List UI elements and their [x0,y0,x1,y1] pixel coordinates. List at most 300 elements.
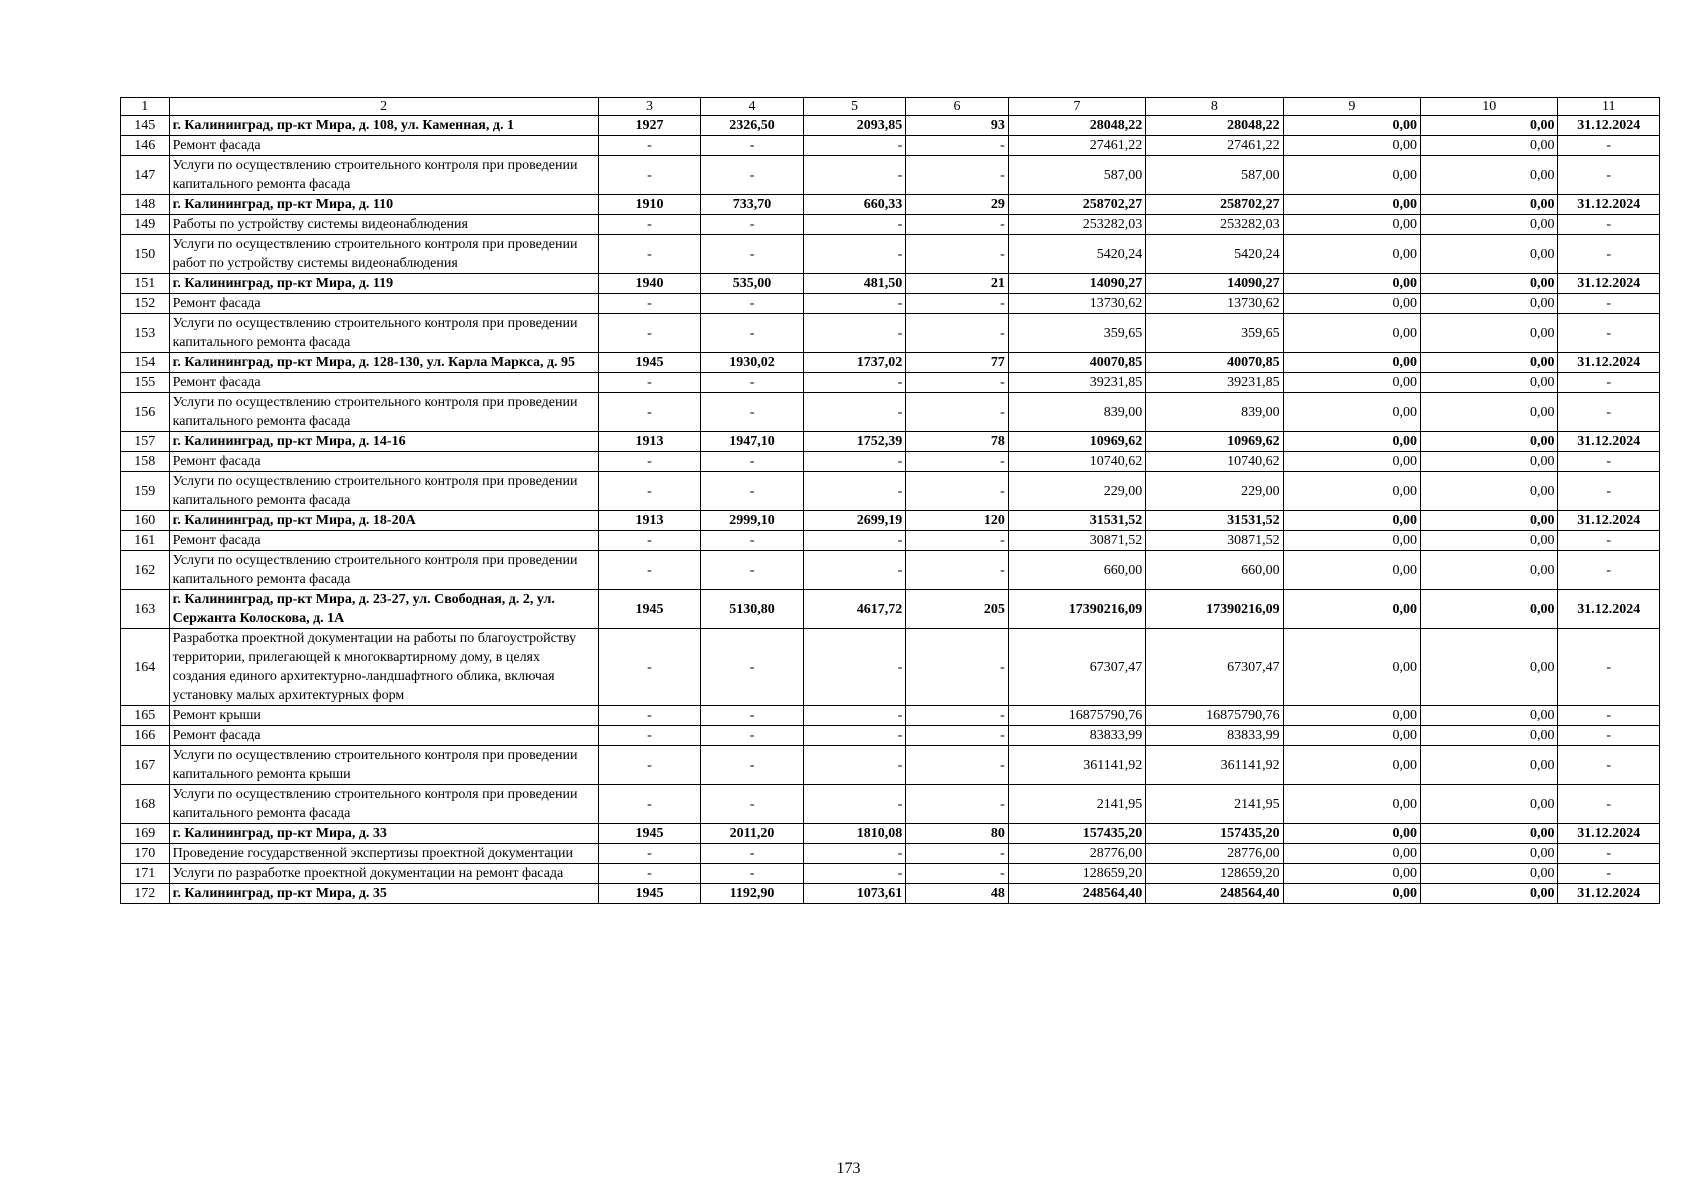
residents-cell: - [906,215,1009,235]
year-built-cell: 1945 [598,824,701,844]
total-cost-cell: 17390216,09 [1008,590,1145,629]
row-number-cell: 153 [121,314,170,353]
work-description-cell: Услуги по осуществлению строительного контроля при проведении капитального ремонта фасада [169,785,598,824]
total-cost-cell: 2141,95 [1008,785,1145,824]
fund-cost-cell: 14090,27 [1146,274,1283,294]
budget-cost-cell: 0,00 [1283,531,1420,551]
budget-cost-cell: 0,00 [1283,215,1420,235]
work-description-cell: г. Калининград, пр-кт Мира, д. 14-16 [169,432,598,452]
budget-cost-cell: 0,00 [1283,511,1420,531]
row-number-cell: 145 [121,116,170,136]
total-cost-cell: 359,65 [1008,314,1145,353]
other-cost-cell: 0,00 [1421,884,1558,904]
header-cell: 1 [121,98,170,116]
completion-date-cell: 31.12.2024 [1558,884,1660,904]
total-area-cell: - [701,531,804,551]
total-area-cell: - [701,706,804,726]
header-cell: 7 [1008,98,1145,116]
budget-cost-cell: 0,00 [1283,864,1420,884]
year-built-cell: - [598,452,701,472]
column-number-header-row [121,98,1660,116]
total-area-cell: 2011,20 [701,824,804,844]
year-built-cell: - [598,215,701,235]
budget-cost-cell: 0,00 [1283,785,1420,824]
total-area-cell: - [701,136,804,156]
work-item-row [121,531,1660,551]
work-item-row [121,373,1660,393]
year-built-cell: - [598,136,701,156]
completion-date-cell: 31.12.2024 [1558,824,1660,844]
row-number-cell: 161 [121,531,170,551]
total-cost-cell: 16875790,76 [1008,706,1145,726]
living-area-cell: 660,33 [803,195,906,215]
total-cost-cell: 587,00 [1008,156,1145,195]
living-area-cell: 2699,19 [803,511,906,531]
work-description-cell: Услуги по осуществлению строительного контроля при проведении капитального ремонта фасада [169,393,598,432]
row-number-cell: 160 [121,511,170,531]
row-number-cell: 164 [121,629,170,706]
fund-cost-cell: 157435,20 [1146,824,1283,844]
work-description-cell: г. Калининград, пр-кт Мира, д. 35 [169,884,598,904]
fund-cost-cell: 10740,62 [1146,452,1283,472]
row-number-cell: 152 [121,294,170,314]
living-area-cell: 1810,08 [803,824,906,844]
completion-date-cell: 31.12.2024 [1558,432,1660,452]
budget-cost-cell: 0,00 [1283,452,1420,472]
fund-cost-cell: 28776,00 [1146,844,1283,864]
work-item-row [121,746,1660,785]
living-area-cell: - [803,215,906,235]
row-number-cell: 167 [121,746,170,785]
work-description-cell: Услуги по осуществлению строительного контроля при проведении работ по устройству системы видеонаблюдения [169,235,598,274]
completion-date-cell: - [1558,746,1660,785]
total-area-cell: 2326,50 [701,116,804,136]
row-number-cell: 148 [121,195,170,215]
living-area-cell: 1737,02 [803,353,906,373]
completion-date-cell: 31.12.2024 [1558,353,1660,373]
year-built-cell: 1945 [598,884,701,904]
year-built-cell: 1940 [598,274,701,294]
address-row [121,195,1660,215]
residents-cell: - [906,136,1009,156]
year-built-cell: - [598,864,701,884]
year-built-cell: 1927 [598,116,701,136]
fund-cost-cell: 660,00 [1146,551,1283,590]
address-row [121,432,1660,452]
row-number-cell: 154 [121,353,170,373]
year-built-cell: - [598,294,701,314]
total-cost-cell: 839,00 [1008,393,1145,432]
work-description-cell: Ремонт фасада [169,531,598,551]
year-built-cell: 1913 [598,432,701,452]
work-description-cell: г. Калининград, пр-кт Мира, д. 33 [169,824,598,844]
living-area-cell: - [803,136,906,156]
fund-cost-cell: 40070,85 [1146,353,1283,373]
total-area-cell: - [701,864,804,884]
living-area-cell: - [803,706,906,726]
living-area-cell: - [803,844,906,864]
total-cost-cell: 248564,40 [1008,884,1145,904]
budget-cost-cell: 0,00 [1283,746,1420,785]
year-built-cell: - [598,314,701,353]
fund-cost-cell: 17390216,09 [1146,590,1283,629]
budget-cost-cell: 0,00 [1283,274,1420,294]
residents-cell: 77 [906,353,1009,373]
fund-cost-cell: 13730,62 [1146,294,1283,314]
completion-date-cell: - [1558,472,1660,511]
residents-cell: - [906,235,1009,274]
fund-cost-cell: 128659,20 [1146,864,1283,884]
completion-date-cell: - [1558,706,1660,726]
total-cost-cell: 660,00 [1008,551,1145,590]
year-built-cell: 1945 [598,590,701,629]
row-number-cell: 165 [121,706,170,726]
fund-cost-cell: 2141,95 [1146,785,1283,824]
work-item-row [121,864,1660,884]
row-number-cell: 149 [121,215,170,235]
other-cost-cell: 0,00 [1421,785,1558,824]
total-area-cell: 733,70 [701,195,804,215]
fund-cost-cell: 31531,52 [1146,511,1283,531]
budget-cost-cell: 0,00 [1283,472,1420,511]
budget-cost-cell: 0,00 [1283,156,1420,195]
header-cell: 6 [906,98,1009,116]
other-cost-cell: 0,00 [1421,472,1558,511]
completion-date-cell: - [1558,452,1660,472]
other-cost-cell: 0,00 [1421,864,1558,884]
budget-cost-cell: 0,00 [1283,393,1420,432]
work-item-row [121,314,1660,353]
total-area-cell: - [701,294,804,314]
total-cost-cell: 67307,47 [1008,629,1145,706]
living-area-cell: 4617,72 [803,590,906,629]
header-cell: 10 [1421,98,1558,116]
other-cost-cell: 0,00 [1421,531,1558,551]
year-built-cell: - [598,472,701,511]
work-description-cell: Ремонт фасада [169,452,598,472]
residents-cell: - [906,294,1009,314]
other-cost-cell: 0,00 [1421,590,1558,629]
total-cost-cell: 28776,00 [1008,844,1145,864]
table-body [121,98,1660,904]
budget-cost-cell: 0,00 [1283,353,1420,373]
work-description-cell: Услуги по разработке проектной документации на ремонт фасада [169,864,598,884]
address-row [121,590,1660,629]
header-cell: 4 [701,98,804,116]
completion-date-cell: - [1558,551,1660,590]
residents-cell: 78 [906,432,1009,452]
work-description-cell: Услуги по осуществлению строительного контроля при проведении капитального ремонта фасада [169,551,598,590]
residents-cell: - [906,472,1009,511]
work-item-row [121,136,1660,156]
fund-cost-cell: 16875790,76 [1146,706,1283,726]
total-cost-cell: 14090,27 [1008,274,1145,294]
address-row [121,824,1660,844]
year-built-cell: - [598,551,701,590]
completion-date-cell: 31.12.2024 [1558,116,1660,136]
total-cost-cell: 258702,27 [1008,195,1145,215]
budget-cost-cell: 0,00 [1283,629,1420,706]
total-area-cell: 5130,80 [701,590,804,629]
total-cost-cell: 10969,62 [1008,432,1145,452]
work-description-cell: Ремонт фасада [169,373,598,393]
residents-cell: - [906,393,1009,432]
living-area-cell: 1073,61 [803,884,906,904]
address-row [121,116,1660,136]
completion-date-cell: - [1558,314,1660,353]
row-number-cell: 170 [121,844,170,864]
completion-date-cell: - [1558,393,1660,432]
living-area-cell: - [803,294,906,314]
work-item-row [121,452,1660,472]
residents-cell: - [906,785,1009,824]
other-cost-cell: 0,00 [1421,195,1558,215]
living-area-cell: - [803,551,906,590]
work-description-cell: Работы по устройству системы видеонаблюдения [169,215,598,235]
work-description-cell: Услуги по осуществлению строительного контроля при проведении капитального ремонта фасада [169,156,598,195]
living-area-cell: - [803,531,906,551]
work-item-row [121,472,1660,511]
row-number-cell: 155 [121,373,170,393]
fund-cost-cell: 67307,47 [1146,629,1283,706]
total-cost-cell: 253282,03 [1008,215,1145,235]
total-area-cell: - [701,393,804,432]
total-cost-cell: 157435,20 [1008,824,1145,844]
row-number-cell: 172 [121,884,170,904]
other-cost-cell: 0,00 [1421,844,1558,864]
living-area-cell: - [803,629,906,706]
total-area-cell: 1192,90 [701,884,804,904]
fund-cost-cell: 359,65 [1146,314,1283,353]
budget-cost-cell: 0,00 [1283,294,1420,314]
residents-cell: - [906,156,1009,195]
living-area-cell: - [803,156,906,195]
total-cost-cell: 229,00 [1008,472,1145,511]
other-cost-cell: 0,00 [1421,511,1558,531]
total-area-cell: - [701,156,804,195]
budget-cost-cell: 0,00 [1283,235,1420,274]
other-cost-cell: 0,00 [1421,629,1558,706]
total-area-cell: - [701,746,804,785]
fund-cost-cell: 229,00 [1146,472,1283,511]
budget-cost-cell: 0,00 [1283,590,1420,629]
completion-date-cell: - [1558,629,1660,706]
residents-cell: 48 [906,884,1009,904]
other-cost-cell: 0,00 [1421,824,1558,844]
budget-cost-cell: 0,00 [1283,432,1420,452]
year-built-cell: - [598,156,701,195]
work-item-row [121,844,1660,864]
total-cost-cell: 13730,62 [1008,294,1145,314]
residents-cell: - [906,864,1009,884]
total-area-cell: 535,00 [701,274,804,294]
total-cost-cell: 5420,24 [1008,235,1145,274]
fund-cost-cell: 839,00 [1146,393,1283,432]
year-built-cell: - [598,393,701,432]
other-cost-cell: 0,00 [1421,136,1558,156]
fund-cost-cell: 83833,99 [1146,726,1283,746]
total-area-cell: - [701,844,804,864]
work-description-cell: Ремонт фасада [169,726,598,746]
residents-cell: - [906,551,1009,590]
fund-cost-cell: 39231,85 [1146,373,1283,393]
other-cost-cell: 0,00 [1421,235,1558,274]
row-number-cell: 169 [121,824,170,844]
work-item-row [121,215,1660,235]
total-area-cell: 1947,10 [701,432,804,452]
fund-cost-cell: 27461,22 [1146,136,1283,156]
row-number-cell: 162 [121,551,170,590]
living-area-cell: - [803,314,906,353]
work-item-row [121,393,1660,432]
total-cost-cell: 361141,92 [1008,746,1145,785]
residents-cell: 21 [906,274,1009,294]
header-cell: 3 [598,98,701,116]
row-number-cell: 157 [121,432,170,452]
header-cell: 5 [803,98,906,116]
completion-date-cell: - [1558,373,1660,393]
work-description-cell: г. Калининград, пр-кт Мира, д. 18-20А [169,511,598,531]
total-cost-cell: 28048,22 [1008,116,1145,136]
row-number-cell: 163 [121,590,170,629]
budget-cost-cell: 0,00 [1283,314,1420,353]
residents-cell: - [906,844,1009,864]
completion-date-cell: - [1558,136,1660,156]
fund-cost-cell: 5420,24 [1146,235,1283,274]
row-number-cell: 151 [121,274,170,294]
budget-cost-cell: 0,00 [1283,844,1420,864]
total-area-cell: 2999,10 [701,511,804,531]
header-cell: 2 [169,98,598,116]
living-area-cell: 481,50 [803,274,906,294]
other-cost-cell: 0,00 [1421,294,1558,314]
fund-cost-cell: 361141,92 [1146,746,1283,785]
work-description-cell: г. Калининград, пр-кт Мира, д. 23-27, ул. Свободная, д. 2, ул. Сержанта Колоскова, д. 1А [169,590,598,629]
completion-date-cell: - [1558,235,1660,274]
budget-cost-cell: 0,00 [1283,195,1420,215]
residents-cell: 80 [906,824,1009,844]
budget-cost-cell: 0,00 [1283,373,1420,393]
living-area-cell: - [803,746,906,785]
completion-date-cell: 31.12.2024 [1558,195,1660,215]
work-description-cell: Ремонт фасада [169,136,598,156]
residents-cell: - [906,726,1009,746]
total-area-cell: - [701,726,804,746]
living-area-cell: - [803,452,906,472]
other-cost-cell: 0,00 [1421,373,1558,393]
address-row [121,884,1660,904]
living-area-cell: - [803,393,906,432]
living-area-cell: - [803,235,906,274]
total-area-cell: - [701,373,804,393]
work-description-cell: г. Калининград, пр-кт Мира, д. 110 [169,195,598,215]
budget-cost-cell: 0,00 [1283,551,1420,590]
budget-cost-cell: 0,00 [1283,884,1420,904]
other-cost-cell: 0,00 [1421,156,1558,195]
total-cost-cell: 31531,52 [1008,511,1145,531]
year-built-cell: - [598,785,701,824]
other-cost-cell: 0,00 [1421,215,1558,235]
other-cost-cell: 0,00 [1421,432,1558,452]
year-built-cell: - [598,531,701,551]
year-built-cell: - [598,844,701,864]
residents-cell: - [906,531,1009,551]
total-area-cell: - [701,551,804,590]
row-number-cell: 156 [121,393,170,432]
residents-cell: - [906,706,1009,726]
total-area-cell: - [701,314,804,353]
row-number-cell: 166 [121,726,170,746]
residents-cell: 29 [906,195,1009,215]
budget-cost-cell: 0,00 [1283,116,1420,136]
header-cell: 9 [1283,98,1420,116]
completion-date-cell: 31.12.2024 [1558,590,1660,629]
total-cost-cell: 39231,85 [1008,373,1145,393]
fund-cost-cell: 10969,62 [1146,432,1283,452]
work-description-cell: Разработка проектной документации на работы по благоустройству территории, прилегающей к многоквартирному дому, в целях создания единого архитектурно-ландшафтного облика, включая установку малых архитектурных форм [169,629,598,706]
work-description-cell: Услуги по осуществлению строительного контроля при проведении капитального ремонта фасада [169,314,598,353]
completion-date-cell: - [1558,215,1660,235]
work-item-row [121,629,1660,706]
residents-cell: - [906,452,1009,472]
work-item-row [121,706,1660,726]
year-built-cell: 1910 [598,195,701,215]
row-number-cell: 168 [121,785,170,824]
other-cost-cell: 0,00 [1421,393,1558,432]
work-item-row [121,726,1660,746]
address-row [121,274,1660,294]
total-area-cell: - [701,235,804,274]
fund-cost-cell: 30871,52 [1146,531,1283,551]
other-cost-cell: 0,00 [1421,274,1558,294]
year-built-cell: - [598,746,701,785]
work-description-cell: Проведение государственной экспертизы проектной документации [169,844,598,864]
living-area-cell: - [803,726,906,746]
completion-date-cell: - [1558,531,1660,551]
living-area-cell: - [803,472,906,511]
work-description-cell: Ремонт крыши [169,706,598,726]
residents-cell: - [906,746,1009,785]
work-description-cell: г. Калининград, пр-кт Мира, д. 128-130, ул. Карла Маркса, д. 95 [169,353,598,373]
other-cost-cell: 0,00 [1421,551,1558,590]
residents-cell: 120 [906,511,1009,531]
capital-repair-table [120,97,1660,904]
living-area-cell: 2093,85 [803,116,906,136]
residents-cell: 205 [906,590,1009,629]
row-number-cell: 159 [121,472,170,511]
work-item-row [121,551,1660,590]
page-number: 173 [836,1160,861,1177]
row-number-cell: 158 [121,452,170,472]
total-area-cell: - [701,785,804,824]
year-built-cell: - [598,629,701,706]
work-item-row [121,235,1660,274]
year-built-cell: 1913 [598,511,701,531]
year-built-cell: - [598,373,701,393]
year-built-cell: 1945 [598,353,701,373]
header-cell: 8 [1146,98,1283,116]
other-cost-cell: 0,00 [1421,116,1558,136]
work-description-cell: Услуги по осуществлению строительного контроля при проведении капитального ремонта фасада [169,472,598,511]
total-area-cell: 1930,02 [701,353,804,373]
work-item-row [121,785,1660,824]
work-description-cell: Услуги по осуществлению строительного контроля при проведении капитального ремонта крыши [169,746,598,785]
total-area-cell: - [701,629,804,706]
total-cost-cell: 10740,62 [1008,452,1145,472]
budget-cost-cell: 0,00 [1283,726,1420,746]
total-cost-cell: 83833,99 [1008,726,1145,746]
fund-cost-cell: 253282,03 [1146,215,1283,235]
